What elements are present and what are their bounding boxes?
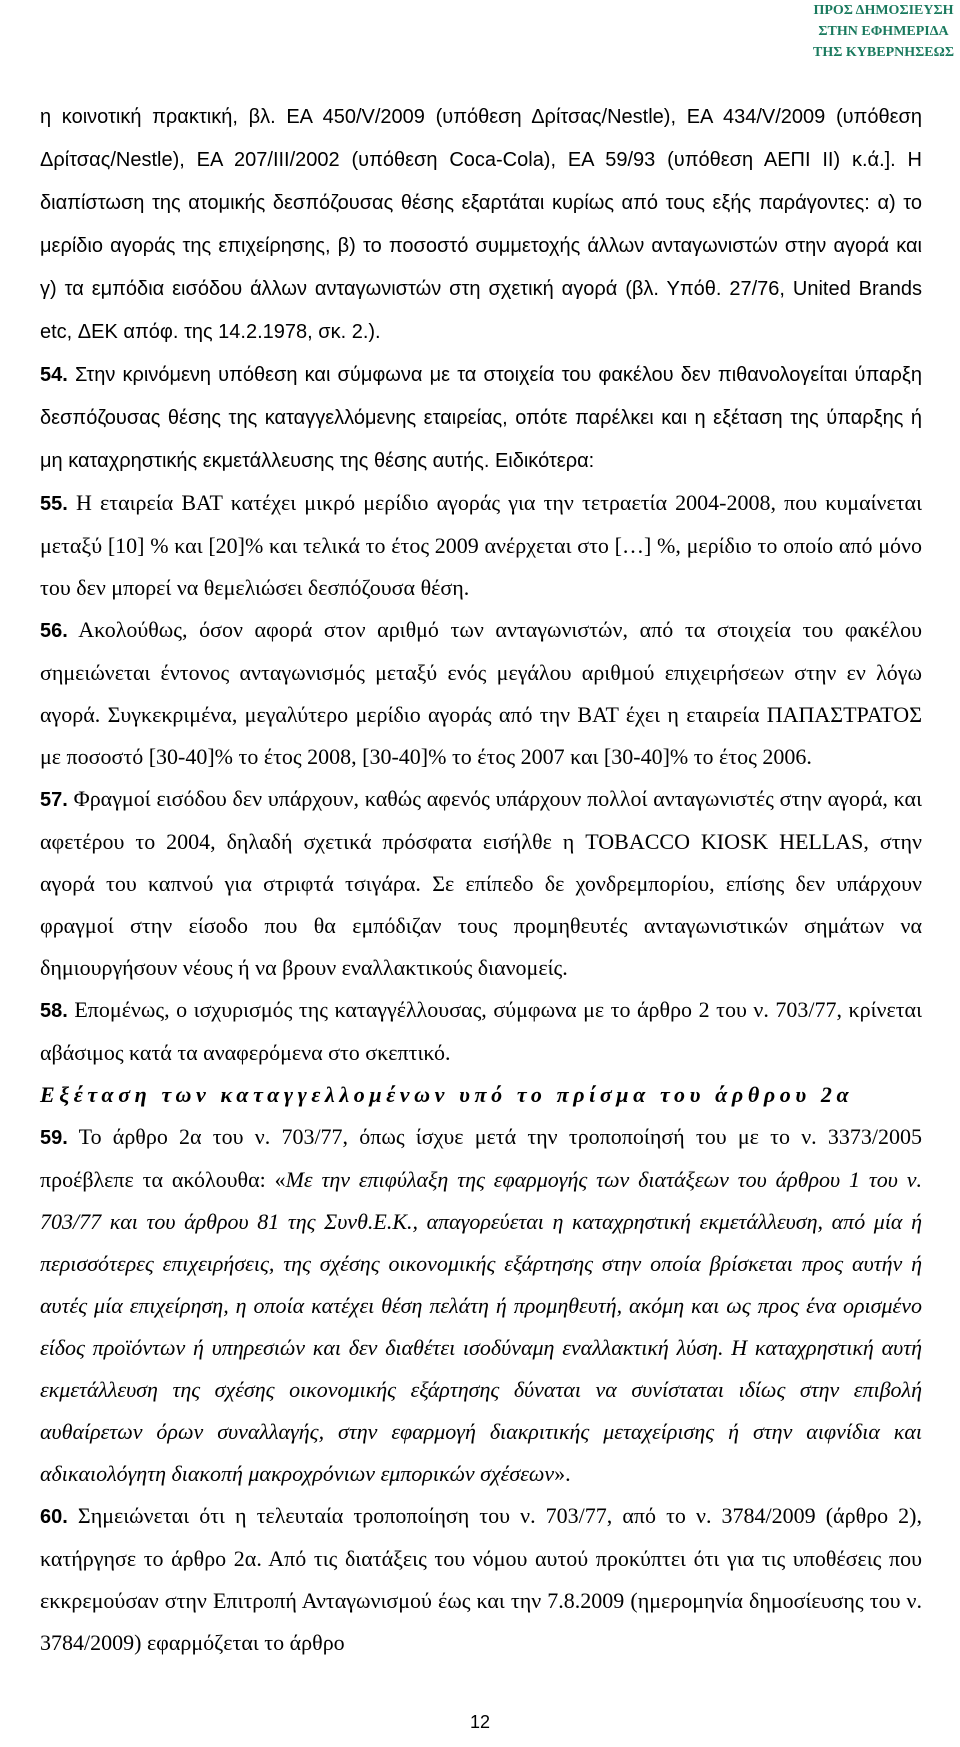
paragraph-55 [40, 482, 922, 609]
publication-stamp [813, 0, 954, 63]
paragraph-text: Στην κρινόμενη υπόθεση και σύμφωνα με τα στοιχεία του φακέλου δεν πιθανολογείται ύπαρξη δεσπόζουσας θέσης της καταγγελλόμενης εταιρείας, οπότε παρέλκει και η εξέταση της ύπαρξης ή μη καταχρηστικής εκμετάλλευσης της θέσης αυτής. Ειδικότερα: [40, 364, 922, 472]
stamp-line-1: ΠΡΟΣ ΔΗΜΟΣΙΕΥΣΗ [813, 3, 954, 18]
stamp-line-2: ΣΤΗΝ ΕΦΗΜΕΡΙΔΑ [818, 24, 949, 39]
paragraph-text: Σημειώνεται ότι η τελευταία τροποποίηση του ν. 703/77, από το ν. 3784/2009 (άρθρο 2), κατήργησε το άρθρο 2α. Από τις διατάξεις του νόμου αυτού προκύπτει ότι για τις υποθέσεις που εκκρεμούσαν στην Επιτροπή Ανταγωνισμού έως και την 7.8.2009 (ημερομηνία δημοσίευσης του ν. 3784/2009) εφαρμόζεται το άρθρο [40, 1503, 922, 1655]
paragraph-54 [40, 353, 922, 482]
quotation-close: ». [554, 1461, 571, 1486]
paragraph-57 [40, 778, 922, 989]
paragraph-59 [40, 1116, 922, 1495]
paragraph-text: Επομένως, ο ισχυρισμός της καταγγέλλουσας, σύμφωνα με το άρθρο 2 του ν. 703/77, κρίνεται αβάσιμος κατά τα αναφερόμενα στο σκεπτικό. [40, 997, 922, 1065]
paragraph-58 [40, 989, 922, 1074]
intro-text-part-1: η κοινοτική πρακτική, βλ. ΕΑ 450/V/2009 (υπόθεση Δρίτσας/Nestle), ΕΑ 434/V/2009 (υπόθεση Δρίτσας/Nestle), ΕΑ 207/ΙΙΙ/2002 (υπόθεση Coca-Cola), ΕΑ 59/93 (υπόθεση ΑΕΠΙ ΙΙ) κ.ά.]. [40, 106, 922, 171]
intro-text-part-2: Η διαπίστωση της ατομικής δεσπόζουσας θέσης εξαρτάται κυρίως από τους εξής παράγοντες: α) το μερίδιο αγοράς της επιχείρησης, β) το ποσοστό συμμετοχής άλλων ανταγωνιστών στην αγορά και γ) τα εμπόδια εισόδου άλλων ανταγωνιστών στη σχετική αγορά (βλ. Υπόθ. 27/76, United Brands etc, ΔΕΚ απόφ. της 14.2.1978, σκ. 2.). [40, 149, 922, 343]
paragraph-number: 56. [40, 620, 68, 642]
section-heading: Εξέταση των καταγγελλομένων υπό το πρίσμα του άρθρου 2α [40, 1082, 854, 1107]
law-quotation: Με την επιφύλαξη της εφαρμογής των διατάξεων του άρθρου 1 του ν. 703/77 και του άρθρου 81 της Συνθ.Ε.Κ., απαγορεύεται η καταχρηστική εκμετάλλευση, από μία ή περισσότερες επιχειρήσεις, της σχέσης οικονομικής εξάρτησης στην οποία βρίσκεται προς αυτήν ή αυτές μία επιχείρηση, η οποία κατέχει θέση πελάτη ή προμηθευτή, ακόμη και ως προς ένα ορισμένο είδος προϊόντων ή υπηρεσιών και δεν διαθέτει ισοδύναμη εναλλακτική λύση. Η καταχρηστική αυτή εκμετάλλευση της σχέσης οικονομικής εξάρτησης δύναται να συνίσταται ιδίως στην επιβολή αυθαίρετων όρων συναλλαγής, στην εφαρμογή διακριτικής μεταχείρισης ή στην αιφνίδια και αδικαιολόγητη διακοπή μακροχρόνιων εμπορικών σχέσεων [40, 1167, 922, 1486]
paragraph-text: Το άρθρο 2α του ν. 703/77, όπως ίσχυε μετά την τροποποίησή του με το ν. 3373/2005 προέβλεπε τα ακόλουθα: « [40, 1124, 922, 1192]
stamp-line-3: ΤΗΣ ΚΥΒΕΡΝΗΣΕΩΣ [813, 45, 954, 60]
paragraph-number: 55. [40, 493, 68, 515]
paragraph-60 [40, 1495, 922, 1664]
paragraph-text: Φραγμοί εισόδου δεν υπάρχουν, καθώς αφενός υπάρχουν πολλοί ανταγωνιστές στην αγορά, και αφετέρου το 2004, δηλαδή σχετικά πρόσφατα εισήλθε η TOBACCO KIOSK HELLAS, στην αγορά του καπνού για στριφτά τσιγάρα. Σε επίπεδο δε χονδρεμπορίου, επίσης δεν υπάρχουν φραγμοί στην είσοδο που θα εμπόδιζαν τους προμηθευτές ανταγωνιστικών σημάτων να δημιουργήσουν νέους ή να βρουν εναλλακτικούς διανομείς. [40, 786, 922, 980]
paragraph-text: Ακολούθως, όσον αφορά στον αριθμό των ανταγωνιστών, από τα στοιχεία του φακέλου σημειώνεται έντονος ανταγωνισμός μεταξύ ενός μεγάλου αριθμού επιχειρήσεων στην εν λόγω αγορά. Συγκεκριμένα, μεγαλύτερο μερίδιο αγοράς από την ΒΑΤ έχει η εταιρεία ΠΑΠΑΣΤΡΑΤΟΣ με ποσοστό [30-40]% το έτος 2008, [30-40]% το έτος 2007 και [30-40]% το έτος 2006. [40, 617, 922, 769]
paragraph-number: 59. [40, 1127, 68, 1149]
paragraph-number: 57. [40, 789, 68, 811]
page-number: 12 [469, 1712, 491, 1732]
paragraph-number: 60. [40, 1506, 68, 1528]
document-body [40, 95, 922, 1664]
paragraph-number: 54. [40, 364, 68, 386]
intro-paragraph [40, 95, 922, 353]
paragraph-text: Η εταιρεία ΒΑΤ κατέχει μικρό μερίδιο αγοράς για την τετραετία 2004-2008, που κυμαίνεται μεταξύ [10] % και [20]% και τελικά το έτος 2009 ανέρχεται στο […] %, μερίδιο το οποίο από μόνο του δεν μπορεί να θεμελιώσει δεσπόζουσα θέση. [40, 490, 922, 600]
paragraph-56 [40, 609, 922, 778]
paragraph-number: 58. [40, 1000, 68, 1022]
